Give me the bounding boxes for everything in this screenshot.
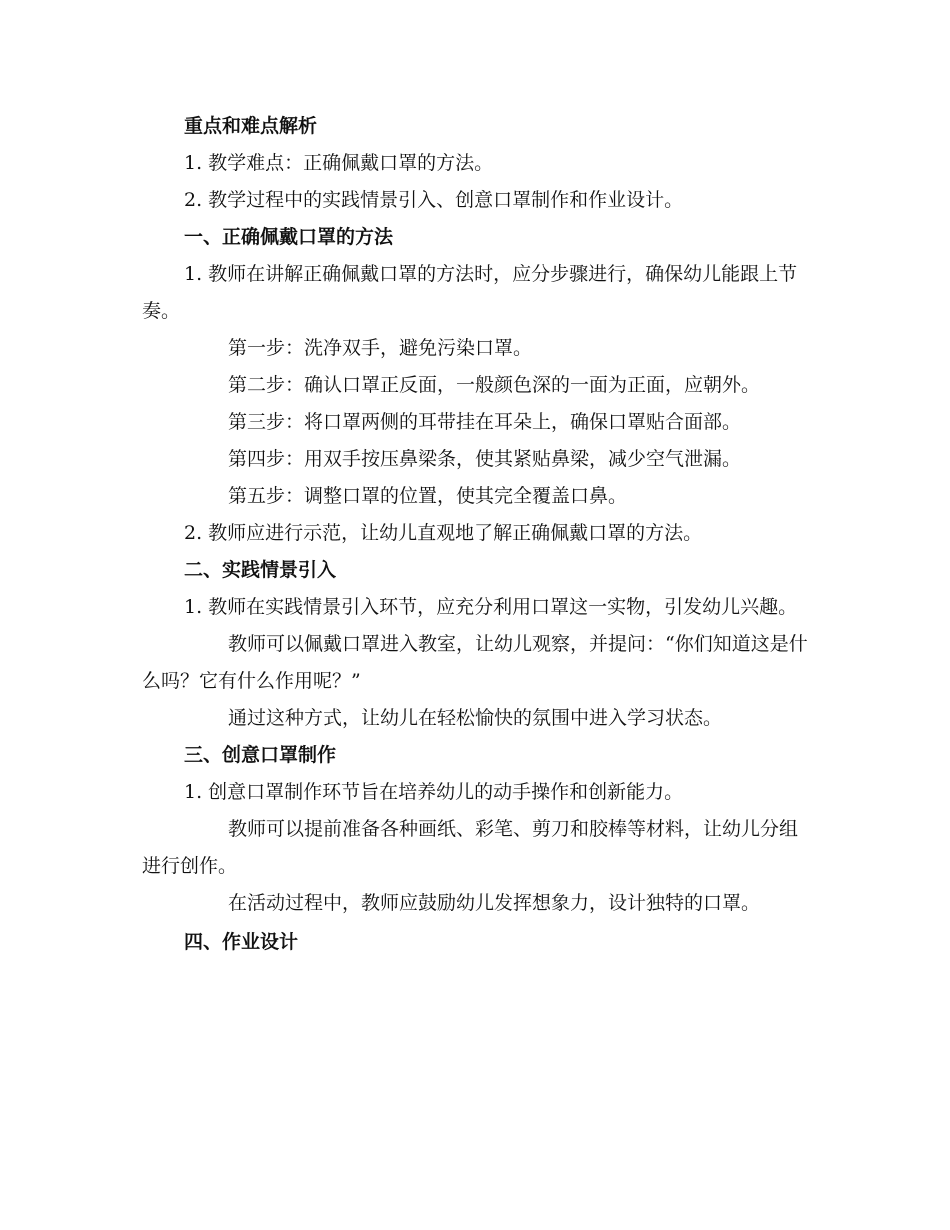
section-title-homework: 四、作业设计 (184, 931, 299, 953)
step-item: 第二步：确认口罩正反面，一般颜色深的一面为正面，应朝外。 (228, 374, 761, 396)
step-item: 第五步：调整口罩的位置，使其完全覆盖口鼻。 (228, 485, 628, 507)
paragraph: 教师可以提前准备各种画纸、彩笔、剪刀和胶棒等材料，让幼儿分组进行创作。 (142, 818, 799, 877)
paragraph: 1. 教师在实践情景引入环节，应充分利用口罩这一实物，引发幼儿兴趣。 (184, 596, 798, 618)
step-item: 第四步：用双手按压鼻梁条，使其紧贴鼻梁，减少空气泄漏。 (228, 448, 742, 470)
section-title-wearing-method: 一、正确佩戴口罩的方法 (184, 226, 394, 248)
section-title-creative-mask: 三、创意口罩制作 (184, 744, 337, 766)
paragraph: 通过这种方式，让幼儿在轻松愉快的氛围中进入学习状态。 (228, 707, 723, 729)
paragraph: 1. 教师在讲解正确佩戴口罩的方法时，应分步骤进行，确保幼儿能跟上节奏。 (142, 263, 798, 322)
paragraph: 2. 教师应进行示范，让幼儿直观地了解正确佩戴口罩的方法。 (184, 522, 703, 544)
paragraph: 在活动过程中，教师应鼓励幼儿发挥想象力，设计独特的口罩。 (228, 892, 761, 914)
section-title-practice-intro: 二、实践情景引入 (184, 559, 337, 581)
step-item: 第一步：洗净双手，避免污染口罩。 (228, 337, 533, 359)
document-page (142, 108, 812, 961)
paragraph: 2. 教学过程中的实践情景引入、创意口罩制作和作业设计。 (184, 189, 684, 211)
paragraph: 1. 教学难点：正确佩戴口罩的方法。 (184, 152, 494, 174)
paragraph: 1. 创意口罩制作环节旨在培养幼儿的动手操作和创新能力。 (184, 781, 684, 803)
step-item: 第三步：将口罩两侧的耳带挂在耳朵上，确保口罩贴合面部。 (228, 411, 742, 433)
section-title-key-points: 重点和难点解析 (184, 115, 318, 137)
paragraph: 教师可以佩戴口罩进入教室，让幼儿观察，并提问：“你们知道这是什么吗？它有什么作用呢？” (142, 633, 808, 692)
